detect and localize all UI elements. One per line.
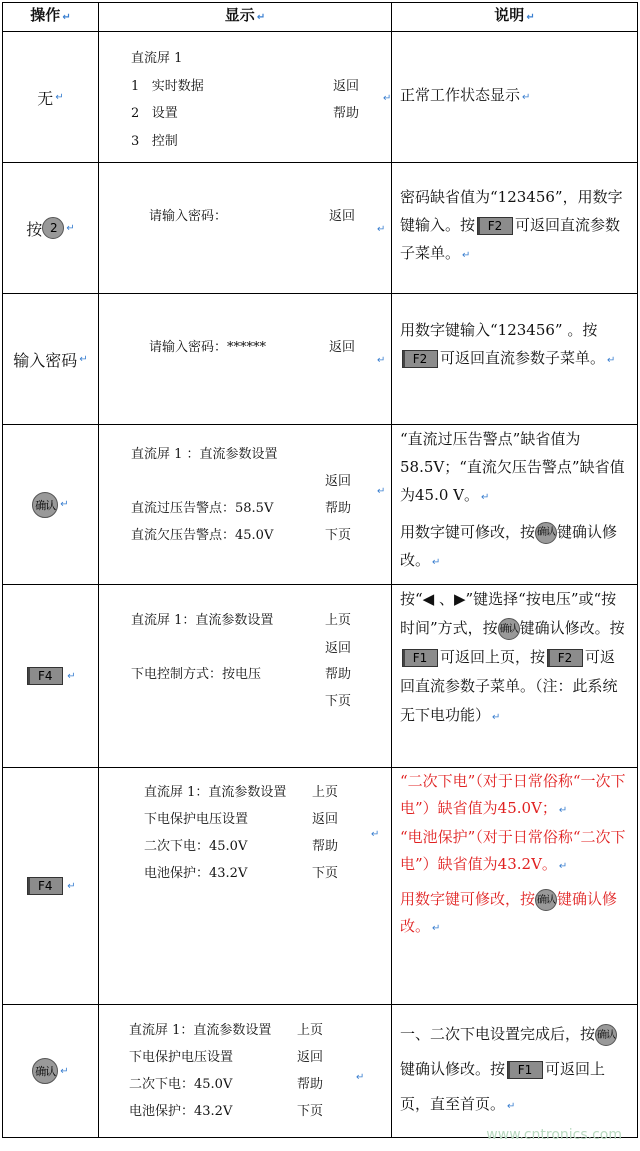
- parameter-line: 下电保护电压设置: [129, 1050, 234, 1065]
- display-cell: 直流屏 1 1 实时数据 2 设置 3 控制 返回 帮助 ↵: [99, 32, 391, 162]
- screen-title: 直流屏 1：直流参数设置: [129, 1023, 272, 1038]
- f2-key-icon: F2: [402, 350, 438, 368]
- parameter-line: 下电控制方式：按电压: [131, 667, 262, 682]
- screen-title: 直流屏 1: [131, 51, 183, 66]
- softkey-label: 上页: [297, 1023, 324, 1038]
- description-cell: 正常工作状态显示 ↵: [400, 86, 531, 104]
- description-cell: 按“◀ 、▶”键选择“按电压”或“按时间”方式，按 确认 键确认修改。按F1 可返回上页，按 F2 可返回直流参数子菜单。（注：此系统无下电功能） ↵: [400, 590, 625, 724]
- password-prompt: 请输入密码：******: [149, 340, 267, 355]
- confirm-key-icon: 确认: [595, 1024, 617, 1046]
- softkey-label: 帮助: [325, 667, 352, 682]
- f2-key-icon: F2: [547, 649, 583, 667]
- f2-key-icon: F2: [477, 217, 513, 235]
- description-cell: 用数字键输入“123456” 。按F2 可返回直流参数子菜单。 ↵: [400, 321, 616, 367]
- password-prompt: 请输入密码：: [149, 209, 228, 224]
- confirm-key-icon: 确认: [535, 889, 557, 911]
- softkey-label: 下页: [297, 1104, 324, 1119]
- display-cell: 直流屏 1 ：直流参数设置 返回 直流过压告警点：58.5V 帮助 直流欠压告警点：45.0V 下页 ↵: [99, 425, 391, 584]
- description-cell: 密码缺省值为“123456”，用数字键输入。按 F2 可返回直流参数子菜单。 ↵: [400, 188, 623, 262]
- menu-line: 2 设置: [131, 106, 178, 121]
- softkey-label: 帮助: [325, 501, 352, 516]
- description-cell-highlighted: “二次下电”（对于日常俗称“一次下电”）缺省值为45.0V； ↵ “电池保护”（对于日常俗称“二次下电”）缺省值为43.2V。 ↵ 用数字键可修改，按 确认 键确认修改。 ↵: [400, 772, 626, 935]
- header-operation: 操作 ↵: [30, 6, 71, 24]
- softkey-label: 帮助: [333, 106, 360, 121]
- parameter-line: 下电保护电压设置: [144, 812, 249, 827]
- parameter-line: 电池保护：43.2V: [144, 866, 248, 881]
- parameter-line: 直流过压告警点：58.5V: [131, 501, 274, 516]
- softkey-label: 帮助: [297, 1077, 324, 1092]
- display-cell: 直流屏 1：直流参数设置 下电保护电压设置 二次下电：45.0V 电池保护：43.2V 上页 返回 帮助 下页 ↵: [99, 1005, 391, 1137]
- softkey-label: 下页: [312, 866, 339, 881]
- softkey-label: 返回: [325, 641, 352, 656]
- f4-key-icon: F4: [27, 667, 63, 685]
- description-cell: “直流过压告警点”缺省值为58.5V；“直流欠压告警点”缺省值 为45.0 V。 ↵ 用数字键可修改，按 确认 键确认修改。 ↵: [400, 430, 625, 569]
- operation-cell: F4 ↵: [3, 585, 98, 767]
- softkey-label: 帮助: [312, 839, 339, 854]
- confirm-key-icon: 确认: [32, 1058, 58, 1084]
- f1-key-icon: F1: [402, 649, 438, 667]
- display-cell: 请输入密码：****** 返回 ↵: [99, 294, 391, 424]
- softkey-label: 返回: [297, 1050, 324, 1065]
- f4-key-icon: F4: [27, 877, 63, 895]
- softkey-label: 返回: [329, 340, 356, 355]
- operation-cell: 无 ↵: [3, 32, 98, 162]
- operation-cell: 输入密码 ↵: [13, 350, 88, 370]
- softkey-label: 下页: [325, 528, 352, 543]
- softkey-label: 上页: [312, 785, 339, 800]
- screen-title: 直流屏 1：直流参数设置: [144, 785, 287, 800]
- parameter-line: 电池保护：43.2V: [129, 1104, 233, 1119]
- operation-cell: 确认 ↵: [3, 1005, 98, 1137]
- softkey-label: 返回: [333, 79, 360, 94]
- display-cell: 请输入密码： 返回 ↵: [99, 163, 391, 293]
- operation-cell: 按 2 ↵: [3, 163, 98, 293]
- header-display: 显示 ↵: [224, 6, 266, 24]
- watermark: www.cntronics.com: [486, 1127, 622, 1143]
- screen-title: 直流屏 1 ：直流参数设置: [131, 447, 278, 462]
- parameter-line: 二次下电：45.0V: [144, 839, 248, 854]
- confirm-key-icon: 确认: [498, 618, 520, 640]
- softkey-label: 下页: [325, 694, 352, 709]
- screen-title: 直流屏 1：直流参数设置: [131, 613, 274, 628]
- menu-line: 3 控制: [131, 134, 178, 149]
- display-cell: [99, 585, 391, 767]
- display-cell: 直流屏 1：直流参数设置 下电保护电压设置 二次下电：45.0V 电池保护：43.2V 上页 返回 帮助 下页 ↵: [99, 768, 391, 1004]
- operation-cell: 确认 ↵: [3, 425, 98, 584]
- key-2-icon: 2: [42, 217, 64, 239]
- menu-line: 1 实时数据: [131, 79, 204, 94]
- softkey-label: 返回: [325, 474, 352, 489]
- table-border-right: [637, 2, 638, 1138]
- header-description: 说明 ↵: [494, 6, 535, 24]
- confirm-key-icon: 确认: [535, 522, 557, 544]
- f1-key-icon: F1: [507, 1061, 543, 1079]
- operation-cell: F4 ↵: [3, 768, 98, 1004]
- description-cell: 一、二次下电设置完成后，按 确认键确认修改。按 F1 可返回上页，直至首页。 ↵: [400, 1025, 616, 1113]
- parameter-line: 直流欠压告警点：45.0V: [131, 528, 274, 543]
- softkey-label: 返回: [329, 209, 356, 224]
- confirm-key-icon: 确认: [32, 492, 58, 518]
- parameter-line: 二次下电：45.0V: [129, 1077, 233, 1092]
- softkey-label: 上页: [325, 613, 352, 628]
- softkey-label: 返回: [312, 812, 339, 827]
- operation-label: 无: [37, 88, 54, 108]
